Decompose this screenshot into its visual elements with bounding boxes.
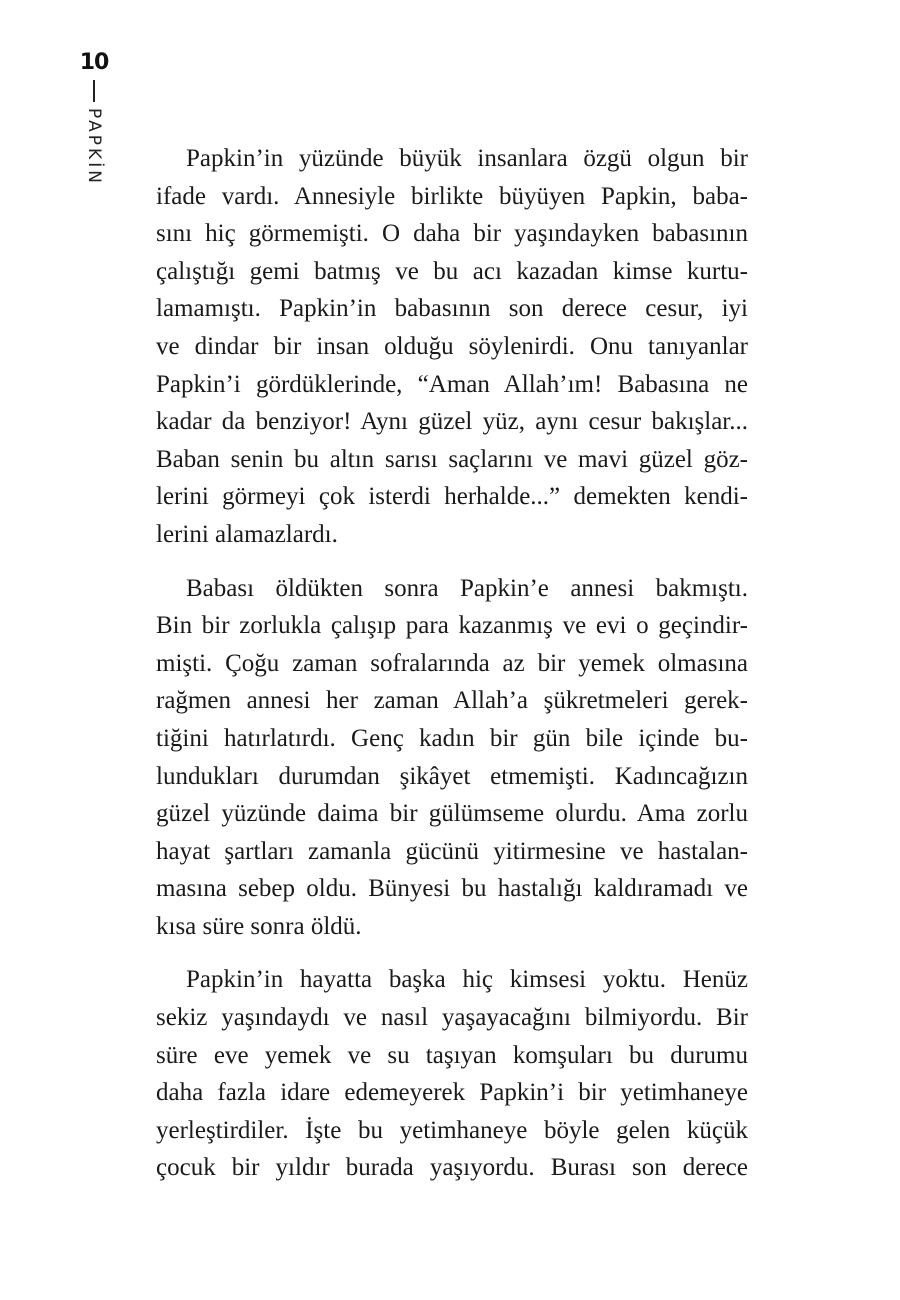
text-line: sekiz yaşındaydı ve nasıl yaşayacağını bilmiyordu. Bir [156, 1004, 748, 1032]
text-line: süre eve yemek ve su taşıyan komşuları bu durumu [156, 1041, 748, 1069]
running-header [74, 52, 114, 186]
text-line: hayat şartları zamanla gücünü yitirmesine ve hastalan- [156, 837, 748, 865]
text-line: lundukları durumdan şikâyet etmemişti. Kadıncağızın [156, 762, 748, 790]
text-line: kadar da benziyor! Aynı güzel yüz, aynı cesur bakışlar... [156, 408, 748, 436]
book-title: PAPKİN [84, 108, 104, 186]
text-line: çalıştığı gemi batmış ve bu acı kazadan kimse kurtu- [156, 257, 748, 285]
text-line: ve dindar bir insan olduğu söylenirdi. Onu tanıyanlar [156, 332, 748, 360]
paragraph [156, 570, 748, 946]
text-line: çocuk bir yıldır burada yaşıyordu. Burası son derece [156, 1154, 748, 1182]
page-number: 10 [79, 50, 109, 75]
text-line: kısa süre sonra öldü. [156, 912, 362, 940]
text-line: lerini alamazlardı. [156, 520, 338, 548]
text-line: yerleştirdiler. İşte bu yetimhaneye böyle gelen küçük [156, 1116, 748, 1144]
text-line: ifade vardı. Annesiyle birlikte büyüyen Papkin, baba- [156, 182, 748, 210]
text-line: tiğini hatırlatırdı. Genç kadın bir gün bile içinde bu- [156, 724, 748, 752]
paragraph [156, 140, 748, 554]
paragraph [156, 961, 748, 1187]
text-line: Bin bir zorlukla çalışıp para kazanmış ve evi o geçindir- [156, 612, 748, 640]
text-line: Baban senin bu altın sarısı saçlarını ve mavi güzel göz- [156, 445, 748, 473]
text-line: Papkin’in hayatta başka hiç kimsesi yoktu. Henüz [186, 966, 748, 994]
body-text [156, 140, 748, 1203]
text-line: masına sebep oldu. Bünyesi bu hastalığı kaldıramadı ve [156, 875, 748, 903]
text-line: Babası öldükten sonra Papkin’e annesi bakmıştı. [186, 574, 748, 602]
text-line: daha fazla idare edemeyerek Papkin’i bir yetimhaneye [156, 1079, 748, 1107]
text-line: sını hiç görmemişti. O daha bir yaşındayken babasının [156, 220, 748, 248]
text-line: rağmen annesi her zaman Allah’a şükretmeleri gerek- [156, 687, 748, 715]
text-line: Papkin’in yüzünde büyük insanlara özgü olgun bir [186, 145, 748, 172]
text-line: lerini görmeyi çok isterdi herhalde...” demekten kendi- [156, 483, 748, 511]
text-line: güzel yüzünde daima bir gülümseme olurdu. Ama zorlu [156, 800, 748, 828]
text-line: lamamıştı. Papkin’in babasının son derece cesur, iyi [156, 295, 748, 323]
header-divider [93, 80, 95, 102]
text-line: Papkin’i gördüklerinde, “Aman Allah’ım! Babasına ne [156, 370, 748, 398]
text-line: mişti. Çoğu zaman sofralarında az bir yemek olmasına [156, 649, 748, 677]
